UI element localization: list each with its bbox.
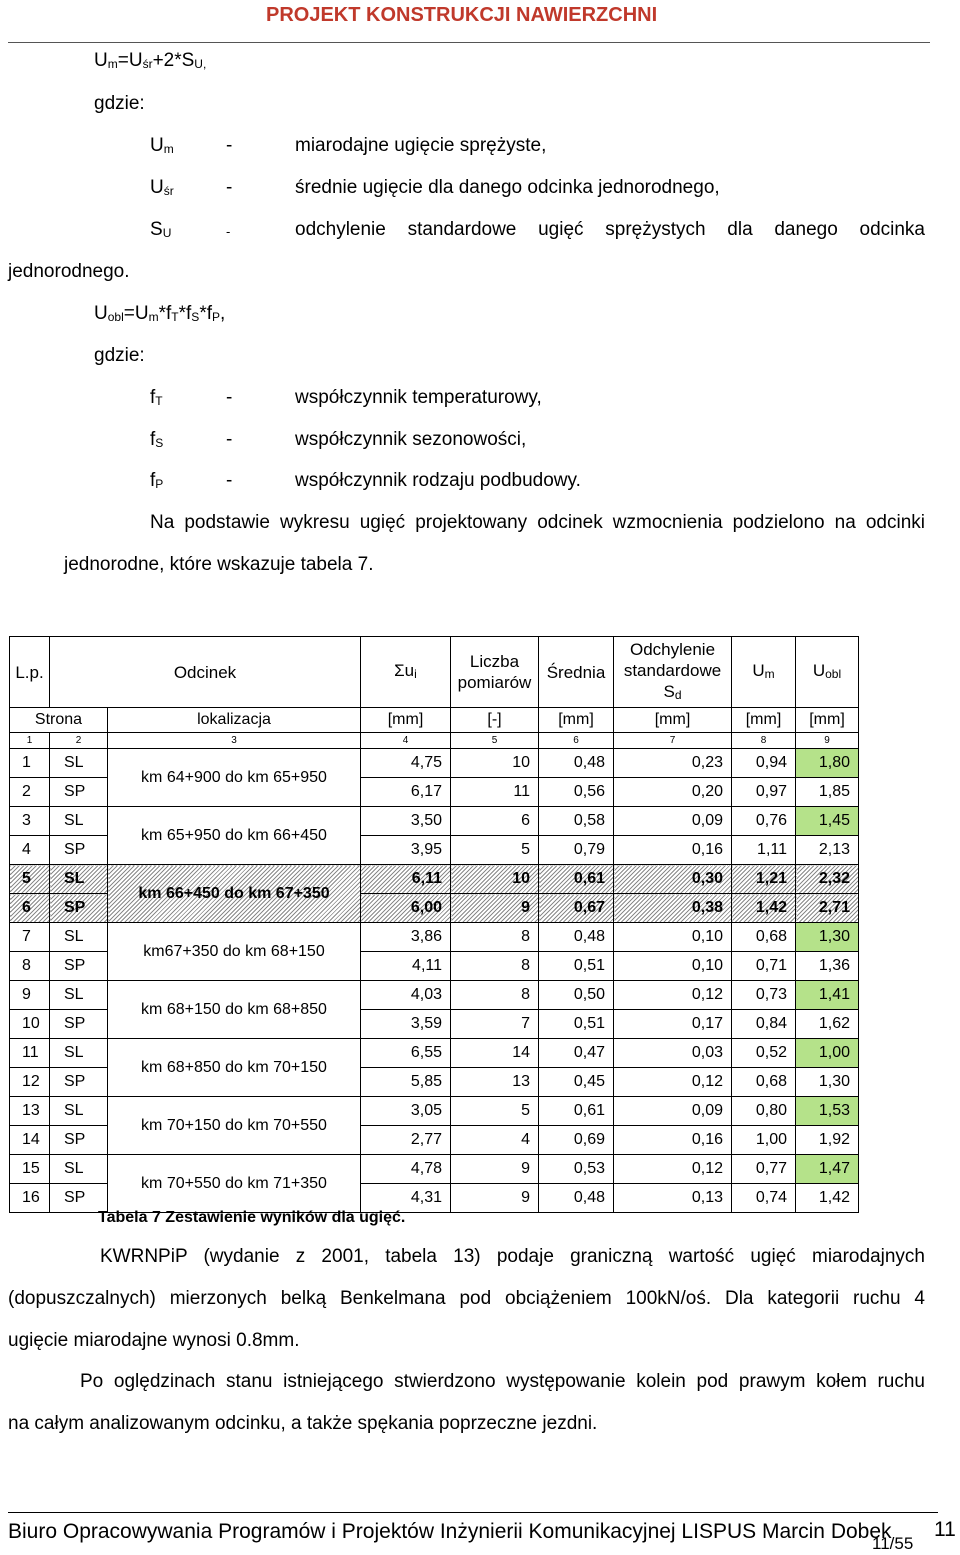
def-fp-text: współczynnik rodzaju podbudowy.: [295, 470, 581, 491]
cell-uobl: 1,53: [796, 1097, 859, 1126]
cell-lp: 10: [10, 1010, 50, 1039]
def-su-continuation: jednorodnego.: [8, 261, 130, 282]
def-dash: -: [226, 387, 233, 408]
col-header-um: $U_m$: [732, 637, 796, 708]
cell-sum: 4,31: [361, 1184, 451, 1213]
cell-lp: 16: [10, 1184, 50, 1213]
cell-sd: 0,13: [614, 1184, 732, 1213]
cell-um: 1,11: [732, 836, 796, 865]
cell-n: 10: [451, 865, 539, 894]
paragraph-3-line-2: na całym analizowanym odcinku, a także spękania poprzeczne jezdni.: [8, 1413, 598, 1434]
paragraph-3-line-1: Po oględzinach stanu istniejącego stwierdzono występowanie kolein pod prawym kołem ruchu: [80, 1371, 925, 1392]
cell-uobl: 1,41: [796, 981, 859, 1010]
cell-strona: SL: [50, 807, 108, 836]
cell-n: 9: [451, 894, 539, 923]
cell-um: 0,52: [732, 1039, 796, 1068]
unit-cell: [-]: [451, 708, 539, 733]
cell-lp: 2: [10, 778, 50, 807]
cell-strona: SL: [50, 1155, 108, 1184]
symbol-fp: $f_P$: [150, 470, 164, 491]
cell-um: 0,97: [732, 778, 796, 807]
cell-strona: SL: [50, 1097, 108, 1126]
paragraph-2-line-3: ugięcie miarodajne wynosi 0.8mm.: [8, 1330, 300, 1351]
cell-sd: 0,10: [614, 923, 732, 952]
table-colnum-row: [10, 733, 859, 749]
cell-uobl: 1,62: [796, 1010, 859, 1039]
cell-strona: SL: [50, 749, 108, 778]
cell-um: 1,21: [732, 865, 796, 894]
cell-lp: 7: [10, 923, 50, 952]
cell-um: 0,76: [732, 807, 796, 836]
cell-lok: km 66+450 do km 67+350: [108, 865, 361, 923]
cell-sd: 0,12: [614, 1155, 732, 1184]
unit-cell: [mm]: [732, 708, 796, 733]
cell-lp: 8: [10, 952, 50, 981]
col-header-sum: $\Sigma u_i$: [361, 637, 451, 708]
cell-strona: SL: [50, 923, 108, 952]
table-body: [10, 749, 859, 1213]
cell-sr: 0,58: [539, 807, 614, 836]
cell-lok: km67+350 do km 68+150: [108, 923, 361, 981]
cell-sr: 0,48: [539, 749, 614, 778]
cell-lp: 13: [10, 1097, 50, 1126]
cell-uobl: 1,47: [796, 1155, 859, 1184]
unit-cell: [mm]: [361, 708, 451, 733]
cell-sr: 0,48: [539, 1184, 614, 1213]
cell-sd: 0,20: [614, 778, 732, 807]
def-fs-text: współczynnik sezonowości,: [295, 429, 527, 450]
paragraph-1-line-1: Na podstawie wykresu ugięć projektowany odcinek wzmocnienia podzielono na odcinki: [150, 512, 925, 533]
cell-lp: 5: [10, 865, 50, 894]
def-dash: -: [226, 224, 231, 239]
cell-sum: 3,59: [361, 1010, 451, 1039]
def-dash: -: [226, 177, 233, 198]
paragraph-2-line-2: (dopuszczalnych) mierzonych belką Benkelmana pod obciążeniem 100kN/oś. Dla kategorii ruchu 4: [8, 1288, 925, 1309]
table-caption: Tabela 7 Zestawienie wyników dla ugięć.: [98, 1209, 406, 1226]
paragraph-2-line-1: KWRNPiP (wydanie z 2001, tabela 13) podaje graniczną wartość ugięć miarodajnych: [100, 1246, 925, 1267]
cell-uobl: 1,30: [796, 923, 859, 952]
symbol-fs: $f_S$: [150, 429, 164, 450]
cell-strona: SL: [50, 865, 108, 894]
cell-n: 11: [451, 778, 539, 807]
colnum-cell: 8: [732, 733, 796, 749]
cell-sr: 0,50: [539, 981, 614, 1010]
paragraph-1-line-2: jednorodne, które wskazuje tabela 7.: [64, 554, 374, 575]
cell-strona: SP: [50, 778, 108, 807]
table-header-row: [10, 637, 859, 708]
cell-n: 5: [451, 1097, 539, 1126]
cell-n: 8: [451, 981, 539, 1010]
def-usr-text: średnie ugięcie dla danego odcinka jednorodnego,: [295, 177, 720, 198]
cell-sr: 0,51: [539, 952, 614, 981]
cell-strona: SP: [50, 1068, 108, 1097]
colnum-cell: 5: [451, 733, 539, 749]
cell-um: 0,84: [732, 1010, 796, 1039]
results-table: [9, 636, 859, 1213]
cell-uobl: 2,71: [796, 894, 859, 923]
col-header-liczba: Liczba pomiarów: [451, 637, 539, 708]
colnum-cell: 7: [614, 733, 732, 749]
cell-um: 0,74: [732, 1184, 796, 1213]
cell-strona: SL: [50, 981, 108, 1010]
cell-sr: 0,69: [539, 1126, 614, 1155]
table-row: [10, 981, 859, 1010]
cell-sum: 3,05: [361, 1097, 451, 1126]
colnum-cell: 1: [10, 733, 50, 749]
colnum-cell: 9: [796, 733, 859, 749]
cell-uobl: 1,92: [796, 1126, 859, 1155]
cell-lp: 14: [10, 1126, 50, 1155]
cell-sd: 0,12: [614, 1068, 732, 1097]
table-row: [10, 1155, 859, 1184]
document-header-title: PROJEKT KONSTRUKCJI NAWIERZCHNI: [266, 4, 658, 26]
cell-uobl: 1,00: [796, 1039, 859, 1068]
def-dash: -: [226, 429, 233, 450]
def-dash: -: [226, 135, 233, 156]
cell-strona: SP: [50, 894, 108, 923]
cell-uobl: 1,30: [796, 1068, 859, 1097]
cell-n: 4: [451, 1126, 539, 1155]
symbol-usr: $U_{śr}$: [150, 177, 174, 198]
formula-um: $U_m=U_{śr}+2*S_{U,}$: [94, 50, 207, 71]
cell-lok: km 70+150 do km 70+550: [108, 1097, 361, 1155]
cell-sum: 3,86: [361, 923, 451, 952]
unit-cell: Strona: [10, 708, 108, 733]
cell-lp: 3: [10, 807, 50, 836]
cell-lok: km 64+900 do km 65+950: [108, 749, 361, 807]
colnum-cell: 2: [50, 733, 108, 749]
cell-um: 0,80: [732, 1097, 796, 1126]
cell-uobl: 1,80: [796, 749, 859, 778]
def-dash: -: [226, 470, 233, 491]
unit-cell: [mm]: [539, 708, 614, 733]
cell-n: 13: [451, 1068, 539, 1097]
table-row: [10, 807, 859, 836]
cell-sr: 0,47: [539, 1039, 614, 1068]
cell-sr: 0,51: [539, 1010, 614, 1039]
cell-sr: 0,61: [539, 1097, 614, 1126]
cell-n: 6: [451, 807, 539, 836]
cell-sd: 0,17: [614, 1010, 732, 1039]
cell-sd: 0,38: [614, 894, 732, 923]
colnum-cell: 6: [539, 733, 614, 749]
cell-sum: 6,00: [361, 894, 451, 923]
cell-lp: 15: [10, 1155, 50, 1184]
cell-strona: SP: [50, 1126, 108, 1155]
def-ft-text: współczynnik temperaturowy,: [295, 387, 542, 408]
table-row: [10, 923, 859, 952]
cell-lok: km 70+550 do km 71+350: [108, 1155, 361, 1213]
cell-lok: km 68+150 do km 68+850: [108, 981, 361, 1039]
col-header-odchylenie: Odchylenie standardowe $S_d$: [614, 637, 732, 708]
unit-cell: [mm]: [796, 708, 859, 733]
cell-n: 8: [451, 952, 539, 981]
cell-sum: 4,75: [361, 749, 451, 778]
cell-sr: 0,79: [539, 836, 614, 865]
cell-um: 1,00: [732, 1126, 796, 1155]
header-divider: [8, 42, 930, 43]
cell-sd: 0,16: [614, 836, 732, 865]
cell-lp: 1: [10, 749, 50, 778]
gdzie-label-2: gdzie:: [94, 345, 145, 366]
cell-sr: 0,53: [539, 1155, 614, 1184]
cell-strona: SP: [50, 952, 108, 981]
cell-strona: SP: [50, 836, 108, 865]
cell-lp: 6: [10, 894, 50, 923]
cell-strona: SL: [50, 1039, 108, 1068]
cell-uobl: 2,32: [796, 865, 859, 894]
col-header-srednia: Średnia: [539, 637, 614, 708]
cell-uobl: 1,36: [796, 952, 859, 981]
cell-sr: 0,67: [539, 894, 614, 923]
cell-um: 0,94: [732, 749, 796, 778]
cell-lok: km 68+850 do km 70+150: [108, 1039, 361, 1097]
cell-um: 0,68: [732, 1068, 796, 1097]
table-row: [10, 865, 859, 894]
cell-uobl: 1,42: [796, 1184, 859, 1213]
page-number-fraction: 11/55: [872, 1534, 914, 1553]
cell-lok: km 65+950 do km 66+450: [108, 807, 361, 865]
cell-sr: 0,56: [539, 778, 614, 807]
cell-sum: 6,17: [361, 778, 451, 807]
unit-cell: [mm]: [614, 708, 732, 733]
colnum-cell: 3: [108, 733, 361, 749]
footer-divider: [8, 1512, 938, 1513]
cell-n: 8: [451, 923, 539, 952]
symbol-su: $S_U$: [150, 219, 172, 240]
cell-sum: 4,03: [361, 981, 451, 1010]
gdzie-label-1: gdzie:: [94, 93, 145, 114]
colnum-cell: 4: [361, 733, 451, 749]
cell-strona: SP: [50, 1184, 108, 1213]
cell-sr: 0,45: [539, 1068, 614, 1097]
def-um-text: miarodajne ugięcie sprężyste,: [295, 135, 547, 156]
cell-sum: 4,78: [361, 1155, 451, 1184]
cell-n: 5: [451, 836, 539, 865]
cell-sd: 0,09: [614, 807, 732, 836]
col-header-lp: L.p.: [10, 637, 50, 708]
symbol-um: $U_m$: [150, 135, 174, 156]
cell-sum: 2,77: [361, 1126, 451, 1155]
cell-sd: 0,30: [614, 865, 732, 894]
cell-uobl: 1,45: [796, 807, 859, 836]
table-row: [10, 1097, 859, 1126]
cell-sd: 0,10: [614, 952, 732, 981]
cell-uobl: 1,85: [796, 778, 859, 807]
formula-uobl: $U_{obl}=U_m*f_T*f_S*f_P$,: [94, 303, 226, 324]
cell-n: 9: [451, 1184, 539, 1213]
cell-um: 0,73: [732, 981, 796, 1010]
cell-sd: 0,03: [614, 1039, 732, 1068]
cell-um: 0,68: [732, 923, 796, 952]
cell-sr: 0,48: [539, 923, 614, 952]
cell-sd: 0,09: [614, 1097, 732, 1126]
cell-lp: 12: [10, 1068, 50, 1097]
cell-sum: 3,50: [361, 807, 451, 836]
cell-sd: 0,23: [614, 749, 732, 778]
cell-sd: 0,12: [614, 981, 732, 1010]
symbol-ft: $f_T$: [150, 387, 163, 408]
cell-strona: SP: [50, 1010, 108, 1039]
cell-sum: 4,11: [361, 952, 451, 981]
table-units-row: [10, 708, 859, 733]
cell-um: 0,77: [732, 1155, 796, 1184]
col-header-uobl: $U_{obl}$: [796, 637, 859, 708]
cell-n: 10: [451, 749, 539, 778]
cell-uobl: 2,13: [796, 836, 859, 865]
cell-n: 7: [451, 1010, 539, 1039]
cell-sum: 5,85: [361, 1068, 451, 1097]
cell-n: 9: [451, 1155, 539, 1184]
table-row: [10, 1039, 859, 1068]
cell-sum: 6,11: [361, 865, 451, 894]
col-header-odcinek: Odcinek: [50, 637, 361, 708]
cell-um: 0,71: [732, 952, 796, 981]
cell-um: 1,42: [732, 894, 796, 923]
table-row: [10, 749, 859, 778]
cell-lp: 9: [10, 981, 50, 1010]
cell-sum: 3,95: [361, 836, 451, 865]
page-number: 11: [934, 1518, 956, 1541]
cell-lp: 11: [10, 1039, 50, 1068]
cell-sum: 6,55: [361, 1039, 451, 1068]
cell-n: 14: [451, 1039, 539, 1068]
def-su-text: odchylenie standardowe ugięć sprężystych dla danego odcinka: [295, 219, 925, 240]
cell-sd: 0,16: [614, 1126, 732, 1155]
cell-sr: 0,61: [539, 865, 614, 894]
unit-cell: lokalizacja: [108, 708, 361, 733]
cell-lp: 4: [10, 836, 50, 865]
footer-company: Biuro Opracowywania Programów i Projektów Inżynierii Komunikacyjnej LISPUS Marcin Dobek: [8, 1520, 892, 1543]
